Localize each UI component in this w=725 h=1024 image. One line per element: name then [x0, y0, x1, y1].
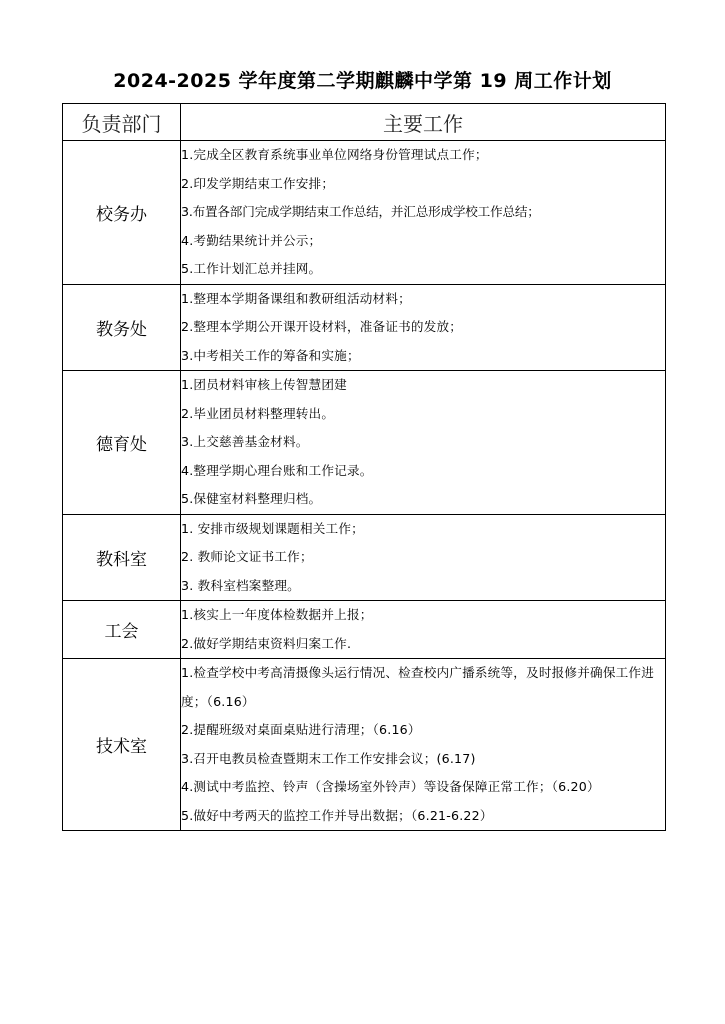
task-item: 1.完成全区教育系统事业单位网络身份管理试点工作；	[181, 147, 488, 162]
header-work: 主要工作	[181, 104, 666, 141]
department-cell: 工会	[63, 601, 181, 659]
department-cell: 技术室	[63, 659, 181, 831]
tasks-cell	[181, 141, 666, 285]
task-item: 3.上交慈善基金材料。	[181, 434, 309, 449]
task-item: 1.整理本学期备课组和教研组活动材料；	[181, 290, 411, 306]
table-row-technology	[63, 659, 666, 831]
header-department: 负责部门	[63, 104, 181, 141]
work-plan-table	[62, 103, 666, 831]
table-row-office	[63, 141, 666, 285]
table-row-research	[63, 514, 666, 601]
tasks-cell	[181, 371, 666, 515]
department-cell: 德育处	[63, 371, 181, 515]
task-item: 1. 安排市级规划课题相关工作；	[181, 520, 364, 536]
tasks-cell	[181, 284, 666, 371]
task-item: 1.核实上一年度体检数据并上报；	[181, 607, 373, 622]
task-item: 2.提醒班级对桌面桌贴进行清理；（6.16）	[181, 722, 421, 737]
task-item: 2. 教师论文证书工作；	[181, 549, 313, 564]
table-header-row	[63, 104, 666, 141]
task-item: 2.印发学期结束工作安排；	[181, 175, 335, 191]
task-item: 1.团员材料审核上传智慧团建	[181, 377, 347, 392]
task-item: 4.整理学期心理台账和工作记录。	[181, 462, 373, 478]
tasks-cell	[181, 601, 666, 659]
task-item: 4.测试中考监控、铃声（含操场室外铃声）等设备保障正常工作；（6.20）	[181, 779, 600, 794]
page-title: 2024-2025 学年度第二学期麒麟中学第 19 周工作计划	[113, 70, 612, 92]
task-item: 3.布置各部门完成学期结束工作总结，并汇总形成学校工作总结；	[181, 204, 540, 219]
task-item: 2.毕业团员材料整理转出。	[181, 405, 335, 421]
task-item: 3. 教科室档案整理。	[181, 577, 300, 593]
task-item: 3.召开电教员检查暨期末工作工作安排会议；(6.17)	[181, 750, 476, 766]
department-cell: 校务办	[63, 141, 181, 285]
task-item: 2.做好学期结束资料归案工作.	[181, 635, 352, 651]
department-cell: 教务处	[63, 284, 181, 371]
task-item: 5.工作计划汇总并挂网。	[181, 261, 322, 276]
task-item: 2.整理本学期公开课开设材料，准备证书的发放；	[181, 319, 463, 334]
table-row-union	[63, 601, 666, 659]
task-item: 3.中考相关工作的筹备和实施；	[181, 347, 360, 363]
task-item: 4.考勤结果统计并公示；	[181, 232, 322, 248]
tasks-cell	[181, 659, 666, 831]
table-row-moral	[63, 371, 666, 515]
tasks-cell	[181, 514, 666, 601]
task-item: 5.做好中考两天的监控工作并导出数据；（6.21-6.22）	[181, 807, 493, 823]
table-row-academic	[63, 284, 666, 371]
department-cell: 教科室	[63, 514, 181, 601]
task-item: 1.检查学校中考高清摄像头运行情况、检查校内广播系统等，及时报修并确保工作进度；（6.16）	[181, 665, 654, 709]
task-item: 5.保健室材料整理归档。	[181, 491, 322, 506]
